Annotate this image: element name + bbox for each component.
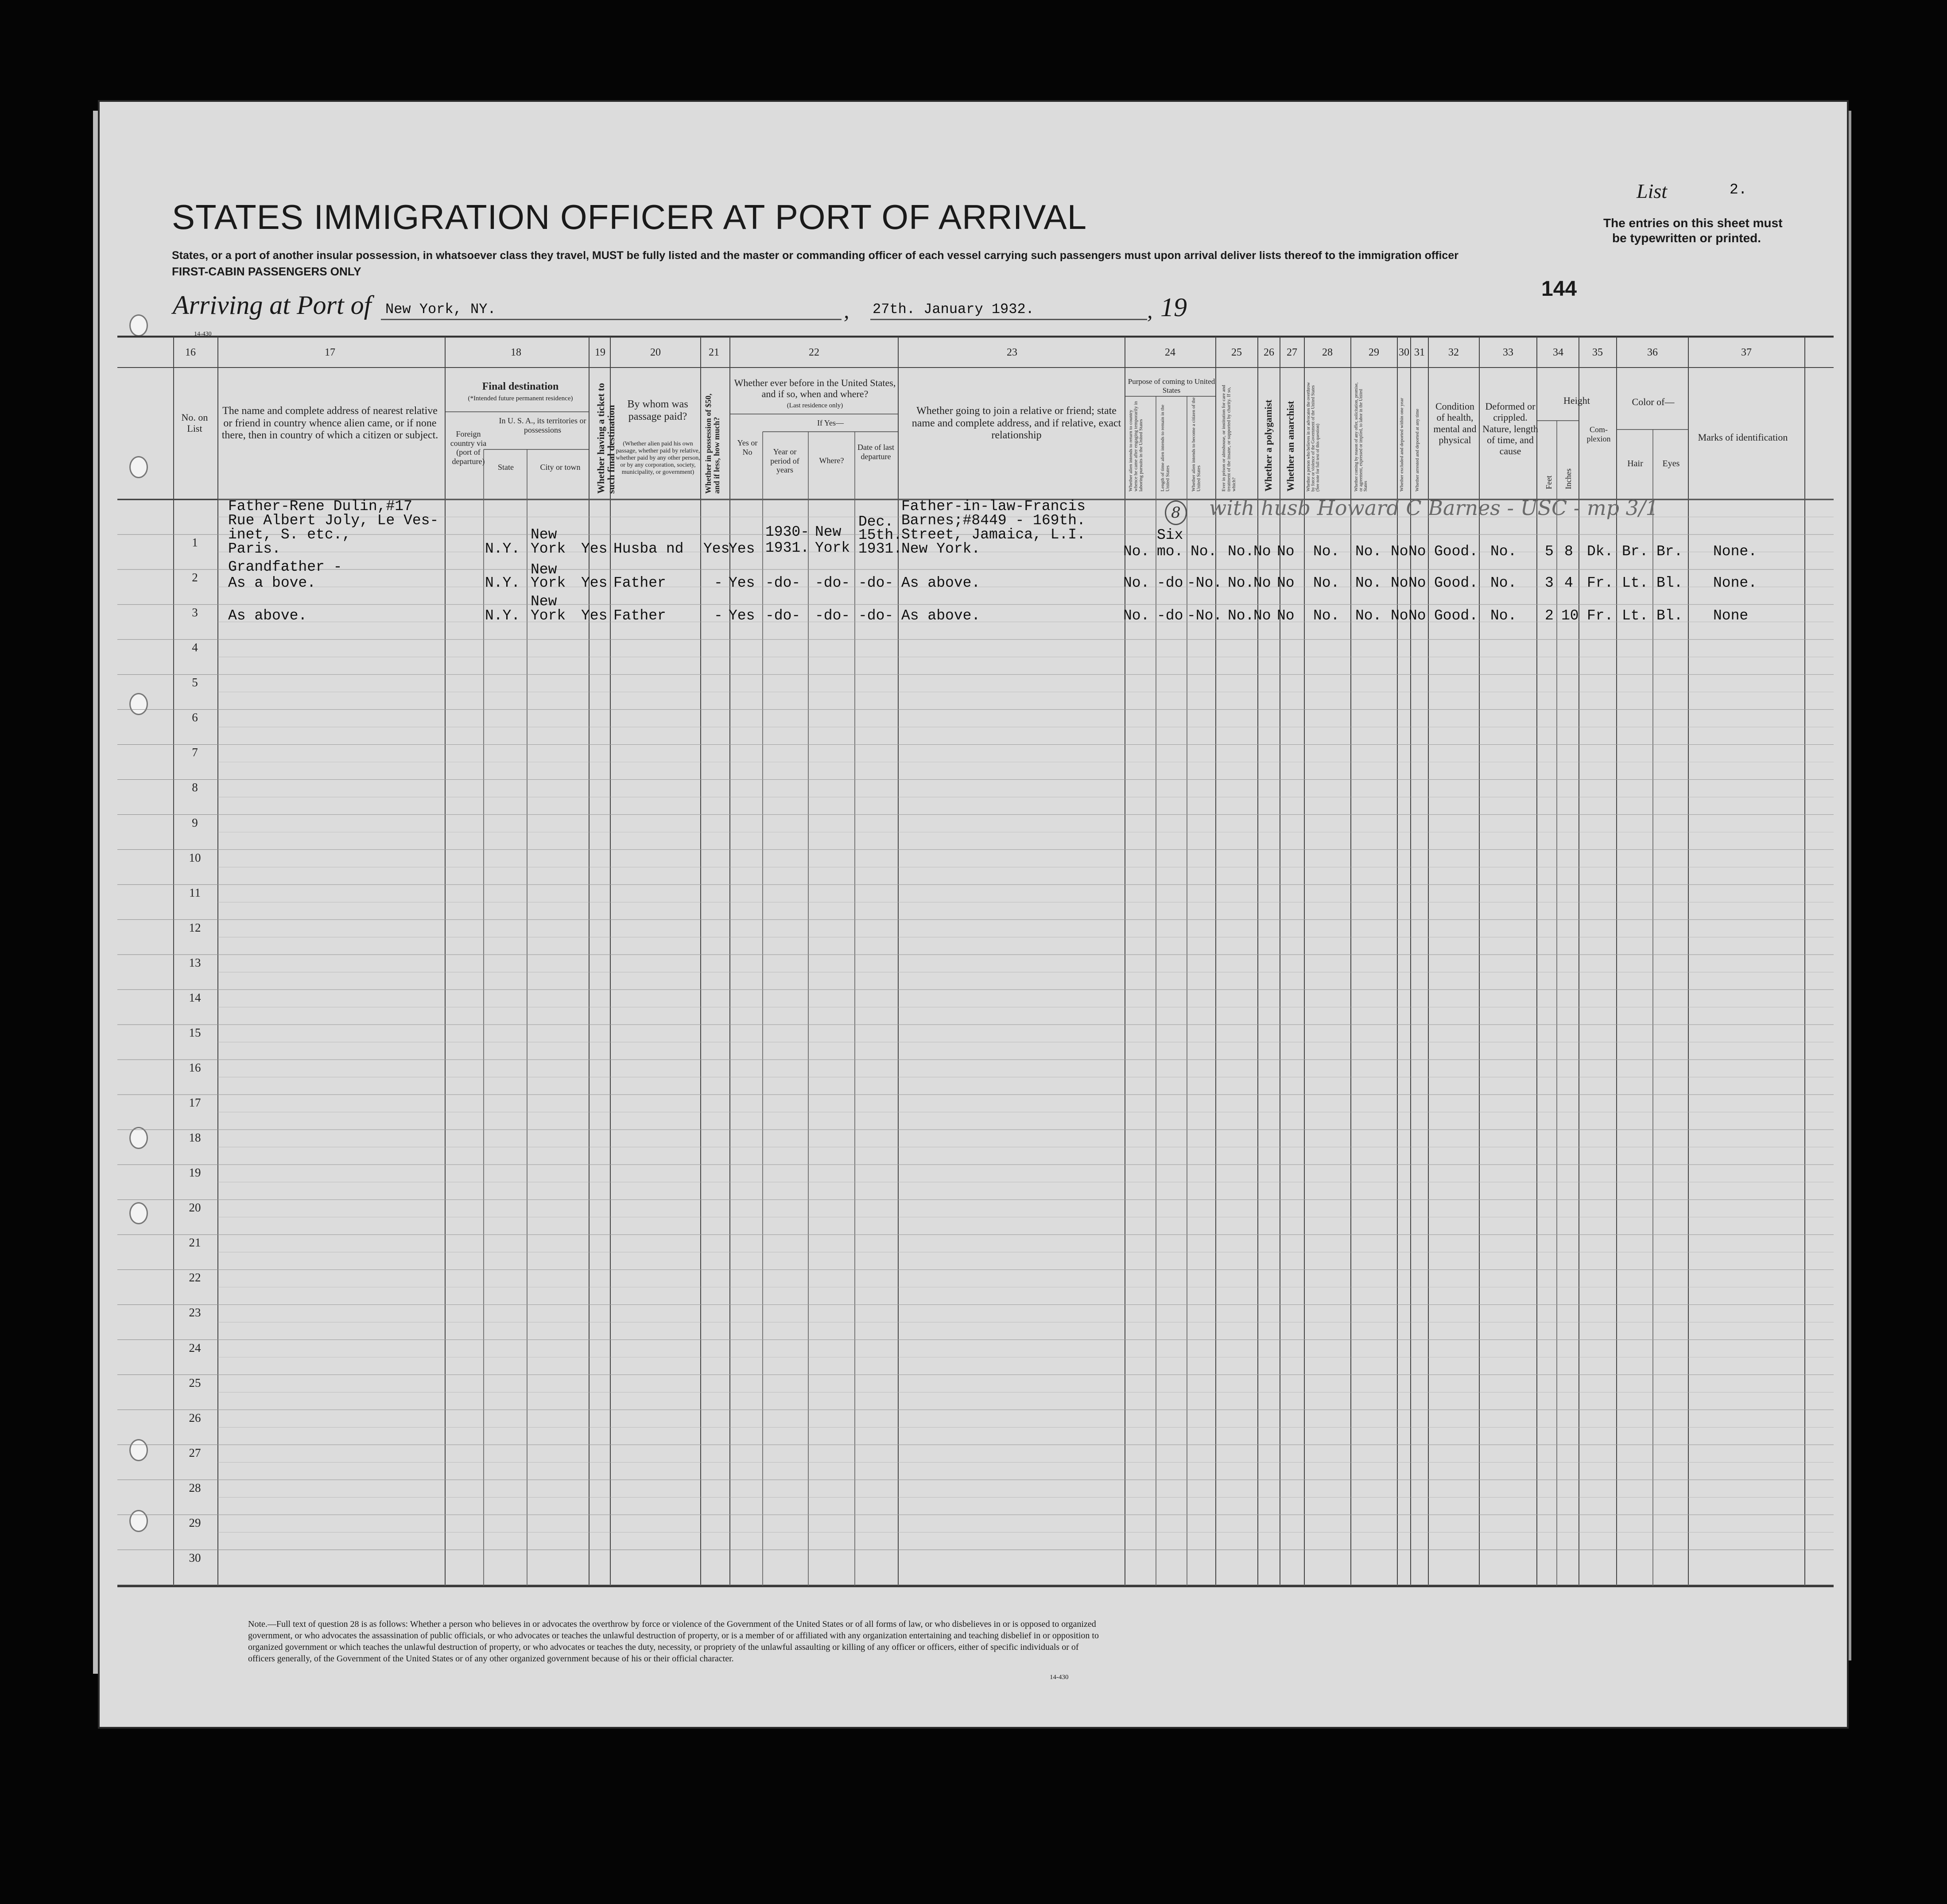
entry-3-eyes: Bl. [1656, 608, 1683, 624]
entry-3-q27: No [1277, 608, 1295, 624]
column-number: 37 [1741, 347, 1752, 358]
header-polygamist: Whether a polygamist [1263, 399, 1274, 491]
row-number: 2 [192, 571, 198, 584]
header-marks: Marks of identification [1698, 432, 1788, 443]
entry-2-departure: -do- [858, 575, 894, 591]
entry-2-city-2: York [531, 575, 566, 591]
column-number: 26 [1264, 347, 1274, 358]
entries-note-1: The entries on this sheet must [1603, 216, 1783, 230]
column-number: 22 [809, 347, 819, 358]
entry-3-p24c: -No. [1187, 608, 1222, 624]
entry-2-q26: No [1253, 575, 1271, 591]
column-number: 18 [511, 347, 521, 358]
entry-2-relative-line-1: Grandfather - [228, 559, 342, 575]
entry-2-ticket: Yes [581, 575, 608, 591]
row-number: 29 [189, 1516, 201, 1529]
row-number: 19 [189, 1166, 201, 1180]
entry-1-where-2: York [815, 540, 850, 556]
first-cabin-label: FIRST-CABIN PASSENGERS ONLY [172, 265, 361, 278]
entry-3-q25: No. [1228, 608, 1254, 624]
entry-1-deformed: No. [1490, 543, 1517, 560]
entry-1-years-1: 1930- [765, 524, 810, 540]
entry-2-ever: Yes [729, 575, 755, 591]
header-purpose-b: Length of time alien intends to remain in the United States [1160, 404, 1171, 491]
entry-1-paid-by: Husba nd [613, 541, 684, 557]
header-q30: Whether excluded and deported within one year [1399, 398, 1404, 491]
entry-1-marks: None. [1713, 543, 1757, 560]
entry-2-complexion: Fr. [1587, 575, 1613, 591]
row-number: 3 [192, 606, 198, 619]
entry-2-q25: No. [1228, 575, 1254, 591]
entry-3-ticket: Yes [581, 608, 608, 624]
entry-2-health: Good. [1434, 575, 1478, 591]
entry-1-fifty: Yes [703, 541, 730, 557]
header-final-destination: Final destination [482, 381, 559, 392]
row-number: 30 [189, 1551, 201, 1564]
row-number: 11 [189, 886, 201, 899]
row-number: 1 [192, 536, 198, 549]
row-number: 27 [189, 1446, 201, 1459]
entry-1-hair: Br. [1622, 543, 1648, 560]
header-date-departure: Date of last departure [857, 443, 894, 461]
form-code-bottom: 14-430 [1050, 1674, 1069, 1681]
row-number: 20 [189, 1201, 201, 1215]
date-value: 27th. January 1932. [873, 301, 1034, 317]
entry-3-marks: None [1713, 608, 1749, 624]
entry-3-relative-line-1: As above. [228, 608, 307, 624]
header-color-of: Color of— [1632, 396, 1675, 407]
header-deformed: Deformed or crippled. Nature, length of time, and cause [1482, 401, 1538, 457]
entry-2-hair: Lt. [1622, 575, 1648, 591]
header-anarchist: Whether an anarchist [1285, 401, 1296, 491]
column-number: 31 [1414, 347, 1425, 358]
column-number: 35 [1592, 347, 1603, 358]
column-number: 34 [1553, 347, 1563, 358]
page-number: 144 [1541, 277, 1577, 301]
entry-1-q31: No [1408, 543, 1426, 560]
entry-2-inches: 4 [1564, 575, 1573, 591]
row-number: 5 [192, 676, 198, 689]
entry-2-q28: No. [1313, 575, 1340, 591]
entry-3-feet: 2 [1545, 608, 1554, 624]
entry-2-city-1: New [531, 561, 557, 578]
header-city: City or town [540, 463, 581, 472]
entry-1-joining-2: Barnes;#8449 - 169th. [901, 512, 1086, 529]
column-number: 25 [1231, 347, 1242, 358]
pencil-circled-number: 8 [1165, 500, 1187, 525]
entry-1-q30: No [1391, 543, 1408, 560]
entry-1-departure-1: Dec. [858, 514, 894, 530]
entry-1-q27: No [1277, 543, 1295, 560]
header-health: Condition of health, mental and physical [1433, 401, 1477, 445]
list-number: 2. [1730, 182, 1747, 198]
entry-1-q29: No. [1355, 543, 1382, 560]
form-title: STATES IMMIGRATION OFFICER AT PORT OF ARRIVAL [172, 197, 1087, 236]
entry-1-where-1: New [815, 524, 842, 540]
header-final-destination-sub: (*Intended future permanent residence) [468, 395, 573, 402]
entry-3-ever: Yes [729, 608, 755, 624]
row-number: 9 [192, 816, 198, 829]
entry-1-ticket: Yes [581, 541, 608, 557]
entry-3-deformed: No. [1490, 608, 1517, 624]
row-number: 26 [189, 1411, 201, 1424]
column-number: 33 [1503, 347, 1513, 358]
entry-3-q30: No [1391, 608, 1408, 624]
entry-1-relative-line-3: inet, S. etc., [228, 526, 351, 543]
entry-2-eyes: Bl. [1656, 575, 1683, 591]
header-eyes: Eyes [1662, 459, 1680, 468]
entry-3-q31: No [1408, 608, 1426, 624]
entry-3-city-2: York [531, 608, 566, 624]
entry-2-relative-line-2: As a bove. [228, 575, 316, 591]
header-ticket: Whether having a ticket to such final destination [595, 383, 617, 494]
entry-3-q26: No [1253, 608, 1271, 624]
form-code-top: 14-430 [194, 331, 212, 337]
entry-1-joining-1: Father-in-law-Francis [901, 498, 1086, 515]
header-state: State [498, 463, 514, 472]
row-number: 21 [189, 1236, 201, 1250]
entries-note-2: be typewritten or printed. [1612, 231, 1761, 245]
entry-1-departure-3: 1931. [858, 541, 903, 557]
entry-2-years: -do- [765, 575, 801, 591]
port-value: New York, NY. [385, 301, 496, 317]
entry-3-years: -do- [765, 608, 801, 624]
entry-3-paid-by: Father [613, 608, 666, 624]
row-number: 23 [189, 1306, 201, 1320]
entry-2-q30: No [1391, 575, 1408, 591]
row-number: 13 [189, 956, 201, 969]
entry-1-feet: 5 [1545, 543, 1554, 560]
header-relative-abroad: The name and complete address of nearest relative or friend in country whence alien came, or if none there, then in country of which a citizen or subject. [221, 405, 438, 441]
column-number: 21 [709, 347, 719, 358]
entry-1-joining-3: Street, Jamaica, L.I. [901, 526, 1086, 543]
entry-3-complexion: Fr. [1587, 608, 1613, 624]
header-ever-before-sub: (Last residence only) [787, 402, 843, 409]
header-yes-no: Yes or No [737, 438, 758, 457]
year-prefix: 19 [1160, 293, 1187, 322]
column-number: 19 [595, 347, 605, 358]
header-purpose-c: Whether alien intends to become a citizen of the United States [1191, 397, 1202, 491]
row-number: 7 [192, 746, 198, 759]
entry-3-where: -do- [815, 608, 850, 624]
row-number: 4 [192, 641, 198, 654]
entry-1-inches: 8 [1564, 543, 1573, 560]
arriving-label: Arriving at Port of [173, 290, 372, 320]
header-height: Height [1563, 395, 1590, 406]
entry-3-hair: Lt. [1622, 608, 1648, 624]
entry-2-p24a: No. [1123, 575, 1150, 591]
entry-1-years-2: 1931. [765, 540, 810, 556]
entry-3-joining: As above. [901, 608, 981, 624]
entry-1-p24b-2: mo. [1157, 543, 1183, 560]
entry-1-relative-line-1: Father-Rene Dulin,#17 [228, 498, 412, 515]
entry-1-city-2: York [531, 541, 566, 557]
entry-2-marks: None. [1713, 575, 1757, 591]
column-number: 20 [650, 347, 661, 358]
row-number: 10 [189, 851, 201, 864]
entry-2-p24b: -do [1157, 575, 1183, 591]
header-year-period: Year or period of years [770, 447, 799, 475]
comma-sep: , [844, 298, 849, 323]
entry-1-q26: No [1253, 543, 1271, 560]
header-prison: Ever in prison or almshouse, or institution for care and treatment of the insane, or supported by charity. If so, which? [1221, 385, 1237, 491]
row-number: 28 [189, 1481, 201, 1494]
row-number: 25 [189, 1376, 201, 1389]
list-label: List [1637, 180, 1668, 202]
header-purpose: Purpose of coming to United States [1128, 377, 1215, 395]
row-number: 14 [189, 991, 201, 1004]
column-number: 32 [1448, 347, 1459, 358]
entry-2-state: N.Y. [485, 575, 520, 591]
comma-sep-2: , [1147, 298, 1153, 323]
column-number: 28 [1322, 347, 1333, 358]
row-number: 22 [189, 1271, 201, 1285]
entry-1-relative-line-4: Paris. [228, 541, 281, 557]
entry-2-q29: No. [1355, 575, 1382, 591]
entry-2-paid-by: Father [613, 575, 666, 591]
instructions: States, or a port of another insular possession, in whatsoever class they travel, MUST be fully listed and the master or commanding officer of each vessel carrying such passengers must upon arrival deliver lists thereof to the immigration officer [172, 249, 1458, 262]
entry-1-complexion: Dk. [1587, 543, 1613, 560]
column-number: 29 [1369, 347, 1379, 358]
entry-3-q29: No. [1355, 608, 1382, 624]
footnote-question-28: Note.—Full text of question 28 is as follows: Whether a person who believes in or advocates the overthrow by force or violence of the Government of the United States or of all forms of law, or who disbelieves in or is opposed to organized government, or who advocates the assassination of public officials, or who advocates or teaches the unlawful destruction of property, or is a member of or affiliated with any organization entertaining and teaching disbelief in or opposition to organized government or which teaches the unlawful destruction of property, or who advocates or teaches the duty, necessity, or propriety of the unlawful assaulting or killing of any officer or officers, either of specific individuals or of officers generally, of the Government of the United States or of any other organized government because of his or their official character. [248, 1619, 1099, 1664]
header-feet: Feet [1544, 476, 1553, 489]
header-inches: Inches [1564, 468, 1573, 489]
entry-3-p24b: -do [1157, 608, 1183, 624]
entry-1-p24c: No. [1191, 543, 1217, 560]
header-ever-before: Whether ever before in the United States, and if so, when and where? [734, 377, 896, 400]
header-hair: Hair [1627, 459, 1643, 468]
entry-1-q25: No. [1228, 543, 1254, 560]
header-fifty-dollars: Whether in possession of $50, and if less, how much? [704, 393, 721, 494]
header-passage-paid-sub: (Whether alien paid his own passage, whether paid by relative, whether paid by any other person, or by any corporation, society, municipality, or government) [616, 441, 700, 476]
header-q28: Whether a person who believes in or advocates the overthrow by force or violence of the Government of the United States (See note for full text of this question) [1306, 382, 1320, 491]
header-in-usa: In U. S. A., its territories or possessions [499, 416, 586, 434]
row-number: 18 [189, 1131, 201, 1145]
entry-3-state: N.Y. [485, 608, 520, 624]
pencil-annotation: with husb Howard C Barnes - USC - mp 3/1 [1209, 496, 1659, 520]
entry-2-q31: No [1408, 575, 1426, 591]
header-passage-paid: By whom was passage paid? [627, 399, 688, 422]
header-q31: Whether arrested and deported at any time [1415, 409, 1420, 491]
column-number: 17 [325, 347, 335, 358]
entry-3-health: Good. [1434, 608, 1478, 624]
entry-1-joining-4: New York. [901, 541, 981, 557]
entry-2-feet: 3 [1545, 575, 1554, 591]
header-foreign-country: Foreign country via (port of departure) [450, 430, 487, 466]
entry-1-city-1: New [531, 526, 557, 543]
entry-3-p24a: No. [1123, 608, 1150, 624]
header-q29: Whether coming by reason of any offer, solicitation, promise, or agreement, expressed or implied, to labor in the United States [1354, 382, 1368, 491]
entry-1-ever: Yes [729, 541, 755, 557]
entry-3-inches: 10 [1561, 608, 1579, 624]
header-if-yes: If Yes— [817, 418, 844, 427]
column-number: 16 [185, 347, 196, 358]
header-complexion: Com-plexion [1586, 425, 1611, 443]
entry-1-health: Good. [1434, 543, 1478, 560]
entry-3-departure: -do- [858, 608, 894, 624]
row-number: 17 [189, 1096, 201, 1110]
entry-2-where: -do- [815, 575, 850, 591]
column-number: 30 [1399, 347, 1409, 358]
entry-3-q28: No. [1313, 608, 1340, 624]
entry-1-relative-line-2: Rue Albert Joly, Le Ves- [228, 512, 439, 529]
entry-2-deformed: No. [1490, 575, 1517, 591]
entry-1-eyes: Br. [1656, 543, 1683, 560]
row-number: 12 [189, 921, 201, 934]
entry-3-city-1: New [531, 593, 557, 610]
entry-3-fifty: - [714, 608, 723, 624]
header-no-on-list: No. on List [181, 412, 208, 434]
entry-2-p24c: -No. [1187, 575, 1222, 591]
entry-1-p24b-1: Six [1157, 527, 1183, 543]
entry-2-joining: As above. [901, 575, 981, 591]
column-number: 24 [1165, 347, 1175, 358]
row-number: 16 [189, 1061, 201, 1074]
header-joining-relative: Whether going to join a relative or friend; state name and complete address, and if relative, exact relationship [911, 405, 1121, 441]
row-number: 24 [189, 1341, 201, 1354]
entry-1-q28: No. [1313, 543, 1340, 560]
entry-2-fifty: - [714, 575, 723, 591]
header-where: Where? [819, 456, 844, 465]
header-purpose-a: Whether alien intends to return to country whence he came after engaging temporarily in laboring pursuits in the United States [1128, 401, 1144, 491]
row-number: 8 [192, 781, 198, 794]
row-number: 15 [189, 1026, 201, 1039]
column-number: 27 [1287, 347, 1297, 358]
column-number: 23 [1007, 347, 1017, 358]
row-number: 6 [192, 711, 198, 724]
entry-1-state: N.Y. [485, 541, 520, 557]
entry-1-p24a: No. [1123, 543, 1150, 560]
entry-2-q27: No [1277, 575, 1295, 591]
entry-1-departure-2: 15th. [858, 527, 903, 543]
column-number: 36 [1647, 347, 1658, 358]
